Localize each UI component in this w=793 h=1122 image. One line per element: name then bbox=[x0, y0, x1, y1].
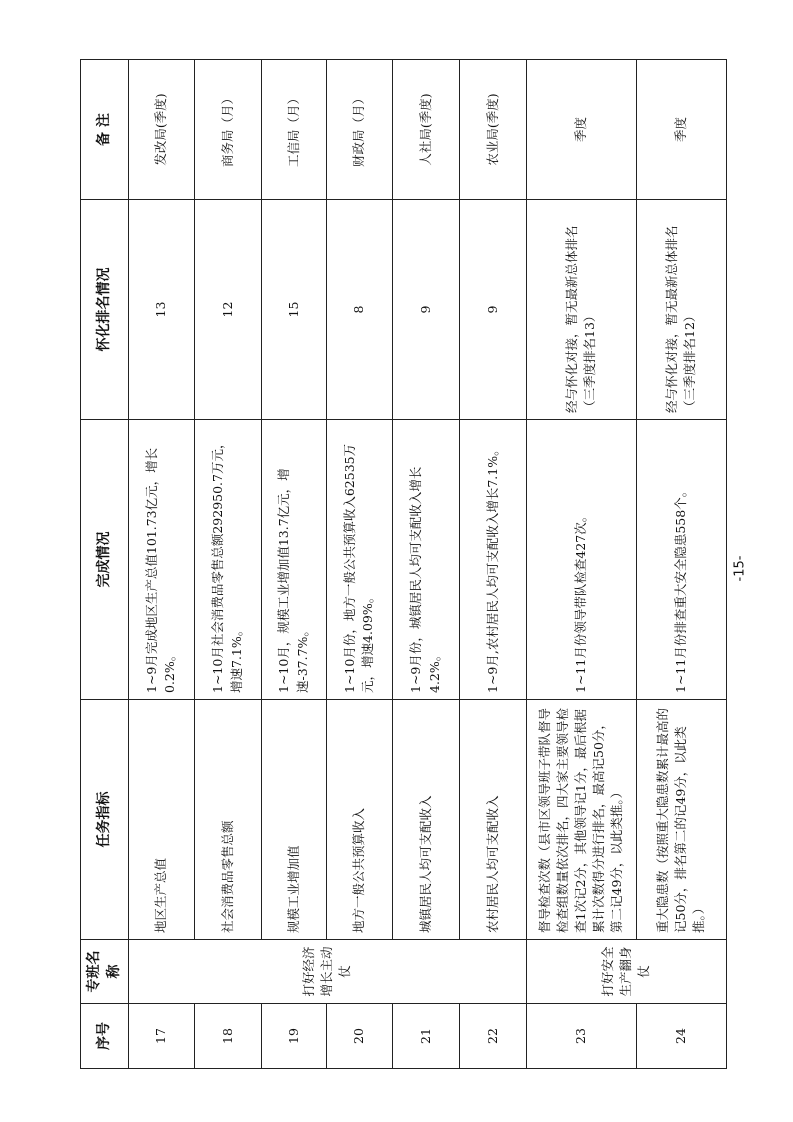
remark-cell: 商务局（月） bbox=[194, 60, 261, 200]
completion-cell: 1~11月份排查重大安全隐患558个。 bbox=[636, 420, 726, 700]
ranking-cell: 12 bbox=[194, 200, 261, 420]
task-cell: 重大隐患数（按照重大隐患数累计最高的记50分，排名第二的记49分，以此类推。） bbox=[636, 700, 726, 940]
ranking-cell: 9 bbox=[392, 200, 459, 420]
table-row bbox=[326, 60, 392, 1069]
header-seq: 序号 bbox=[81, 1004, 129, 1069]
completion-cell: 1~9月完成地区生产总值101.73亿元，增长0.2%。 bbox=[128, 420, 194, 700]
seq-cell: 22 bbox=[459, 1004, 526, 1069]
seq-cell: 19 bbox=[261, 1004, 326, 1069]
task-cell: 农村居民人均可支配收入 bbox=[459, 700, 526, 940]
header-project: 专班名称 bbox=[81, 940, 129, 1004]
ranking-cell: 经与怀化对接，暂无最新总体排名（三季度排名13） bbox=[526, 200, 636, 420]
remark-cell: 人社局(季度) bbox=[392, 60, 459, 200]
task-cell: 督导检查次数（县市区领导班子带队督导检查组数量依次排名，四大家主要领导检查1次记2分，其他领导记1分，最后根据累计次数得分进行排名，最高记50分，第二记49分，以此类推。） bbox=[526, 700, 636, 940]
table-row bbox=[128, 60, 194, 1069]
seq-cell: 23 bbox=[526, 1004, 636, 1069]
seq-cell: 20 bbox=[326, 1004, 392, 1069]
completion-cell: 1~10月，规模工业增加值13.7亿元，增速-37.7%。 bbox=[261, 420, 326, 700]
header-completion: 完成情况 bbox=[81, 420, 129, 700]
project-cell-economy: 打好经济增长主动仗 bbox=[128, 940, 526, 1004]
completion-cell: 1~10月份，地方一般公共预算收入62535万元，增速4.09%。 bbox=[326, 420, 392, 700]
completion-cell: 1~10月社会消费品零售总额292950.7万元，增速7.1%。 bbox=[194, 420, 261, 700]
remark-cell: 季度 bbox=[526, 60, 636, 200]
task-cell: 社会消费品零售总额 bbox=[194, 700, 261, 940]
header-row bbox=[81, 60, 129, 1069]
task-cell: 地方一般公共预算收入 bbox=[326, 700, 392, 940]
completion-cell: 1~9月,农村居民人均可支配收入增长7.1%。 bbox=[459, 420, 526, 700]
task-cell: 城镇居民人均可支配收入 bbox=[392, 700, 459, 940]
page-number: -15- bbox=[732, 555, 748, 582]
project-cell-safety: 打好安全生产翻身仗 bbox=[526, 940, 726, 1004]
header-ranking: 怀化排名情况 bbox=[81, 200, 129, 420]
remark-cell: 工信局（月） bbox=[261, 60, 326, 200]
remark-cell: 季度 bbox=[636, 60, 726, 200]
task-cell: 规模工业增加值 bbox=[261, 700, 326, 940]
ranking-cell: 8 bbox=[326, 200, 392, 420]
rotated-table-container bbox=[80, 60, 707, 1069]
ranking-cell: 13 bbox=[128, 200, 194, 420]
ranking-cell: 15 bbox=[261, 200, 326, 420]
table-row bbox=[526, 60, 636, 1069]
task-cell: 地区生产总值 bbox=[128, 700, 194, 940]
remark-cell: 财政局（月） bbox=[326, 60, 392, 200]
ranking-cell: 经与怀化对接，暂无最新总体排名（三季度排名12） bbox=[636, 200, 726, 420]
table-row bbox=[636, 60, 726, 1069]
seq-cell: 21 bbox=[392, 1004, 459, 1069]
table-row bbox=[459, 60, 526, 1069]
remark-cell: 发改局(季度) bbox=[128, 60, 194, 200]
header-remark: 备 注 bbox=[81, 60, 129, 200]
seq-cell: 24 bbox=[636, 1004, 726, 1069]
remark-cell: 农业局(季度) bbox=[459, 60, 526, 200]
ranking-cell: 9 bbox=[459, 200, 526, 420]
header-task: 任务指标 bbox=[81, 700, 129, 940]
table-row bbox=[392, 60, 459, 1069]
table-row bbox=[261, 60, 326, 1069]
completion-cell: 1~11月份领导带队检查427次。 bbox=[526, 420, 636, 700]
seq-cell: 17 bbox=[128, 1004, 194, 1069]
table-row bbox=[194, 60, 261, 1069]
seq-cell: 18 bbox=[194, 1004, 261, 1069]
completion-cell: 1~9月份，城镇居民人均可支配收入增长4.2%。 bbox=[392, 420, 459, 700]
task-table bbox=[80, 59, 727, 1069]
